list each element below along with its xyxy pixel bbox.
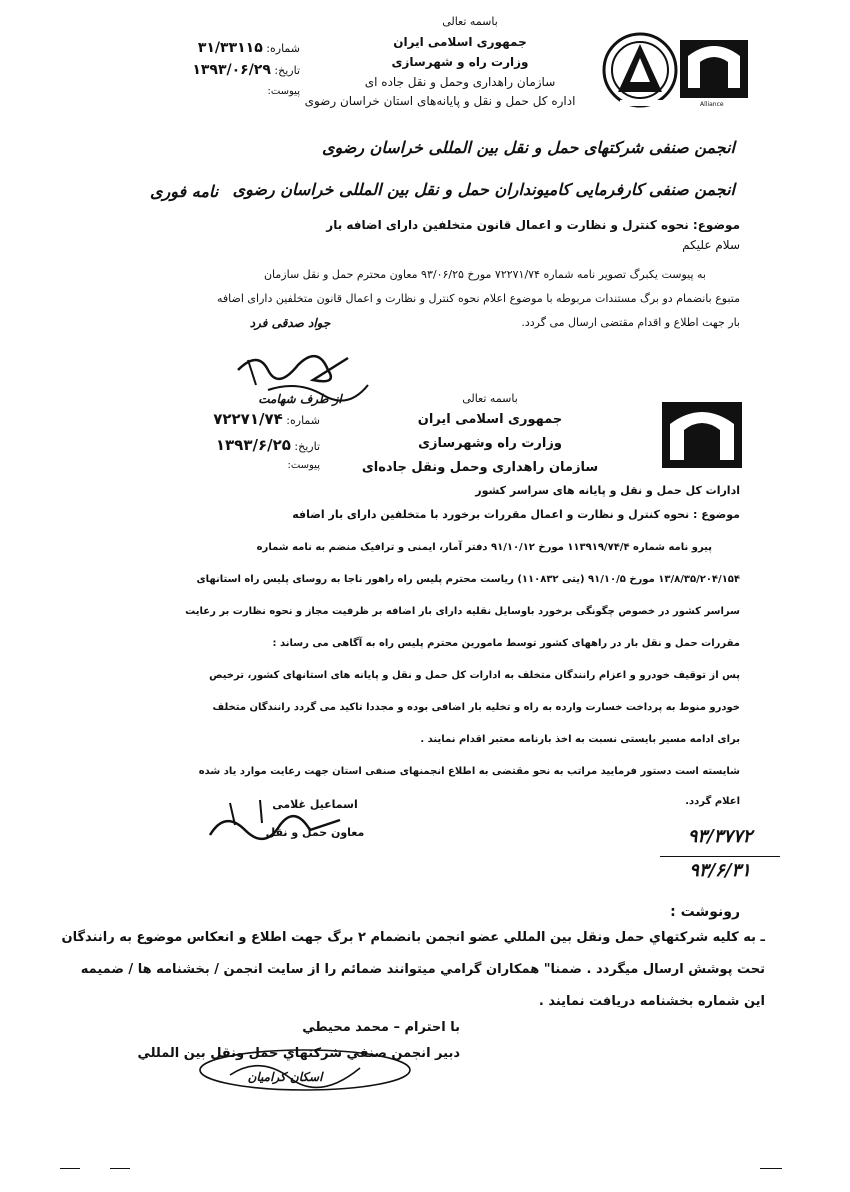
header2-org: سازمان راهداری وحمل ونقل جاده‌ای	[361, 460, 599, 475]
letter2-to: ادارات کل حمل و نقل و پایانه های سراسر کشور	[475, 484, 740, 497]
letter2-body-line: سراسر کشور در خصوص چگونگی برخورد باوسایل نقلیه دارای بار اضافه بر ظرفیت مجاز و نحوه نظارت بر رعایت	[185, 606, 740, 617]
letter2-subject: موضوع : نحوه کنترل و نظارت و اعمال مقررات برخورد با متخلفین دارای بار اضافه	[292, 508, 740, 521]
cc-line: تحت پوشش ارسال ميگردد . ضمنا" همكاران گرامي ميتوانند ضمائم را از سايت انجمن / بخشنامه ها / ضميمه	[80, 962, 765, 977]
letter2-body-line: پیرو نامه شماره ۱۱۳۹۱۹/۷۴/۴ مورخ ۹۱/۱۰/۱۲ دفتر آمار، ایمنی و ترافیک منضم به نامه شماره	[256, 542, 712, 553]
header1-number-value: ۳۱/۳۳۱۱۵	[197, 40, 263, 56]
header1-basmala: باسمه تعالی	[442, 15, 498, 28]
cc-title: دبير انجمن صنفي شركتهاي حمل ونقل بين المللي	[137, 1046, 460, 1061]
letter1-body-line: به پیوست یکبرگ تصویر نامه شماره ۷۲۲۷۱/۷۴ مورخ ۹۳/۰۶/۲۵ معاون محترم حمل و نقل سازمان	[263, 268, 706, 281]
letter2-body-line: اعلام گردد.	[685, 796, 740, 807]
signature-3-icon	[190, 1040, 420, 1095]
registration-number: ۹۳/۳۷۷۲	[687, 826, 753, 847]
cc-regards: با احترام – محمد محيطي	[302, 1020, 460, 1035]
header2-attachment: پیوست:	[287, 460, 320, 471]
letter1-sign-for: از طرف شهامت	[258, 392, 342, 406]
letter1-body-line: متبوع بانضمام دو برگ مستندات مربوطه با موضوع اعلام نحوه کنترل و نظارت و اعمال قانون متخلفین دارای اضافه	[217, 292, 740, 305]
letter2-body-line: برای ادامه مسیر بایستی نسبت به اخذ بارنامه معتبر اقدام نمایند .	[420, 734, 740, 745]
header1-date-value: ۱۳۹۳/۰۶/۲۹	[192, 62, 271, 78]
letter2-body-line: شایسته است دستور فرمایید مراتب به نحو مقتضی به اطلاع انجمنهای صنفی استان جهت رعایت موارد یاد شده	[198, 766, 740, 777]
alliance-logo-icon	[600, 30, 760, 110]
ministry-logo-icon	[660, 400, 745, 470]
scan-mark	[110, 1168, 130, 1169]
letter2-sign-name: اسماعیل غلامی	[272, 798, 358, 811]
letter2-sign-title: معاون حمل و نقل	[265, 826, 365, 839]
scan-mark	[60, 1168, 80, 1169]
urgent-label: نامه فوری	[150, 182, 219, 201]
letter1-subject: موضوع: نحوه کنترل و نظارت و اعمال قانون متخلفین دارای اضافه بار	[326, 218, 740, 232]
header2-number-value: ۷۲۲۷۱/۷۴	[213, 410, 283, 428]
header2-date: تاریخ: ۱۳۹۳/۶/۲۵	[215, 436, 320, 454]
letter1-body-line: بار جهت اطلاع و اقدام مقتضی ارسال می گردد.	[521, 316, 740, 329]
header1-ministry: وزارت راه و شهرسازی	[391, 55, 529, 69]
header2-date-value: ۱۳۹۳/۶/۲۵	[215, 436, 291, 454]
letter2-body-line: مقررات حمل و نقل بار در راههای کشور توسط مامورین محترم پلیس راه به آگاهی می رساند :	[272, 638, 740, 649]
scan-mark	[760, 1168, 782, 1169]
header1-attachment: پیوست:	[267, 86, 300, 97]
registration-date: ۹۳/۶/۳۱	[689, 860, 751, 881]
cc-line: اين شماره بخشنامه دريافت نمايند .	[538, 994, 765, 1009]
recipient-line-2: انجمن صنفی کارفرمایی کامیونداران حمل و نقل بین المللی خراسان رضوی	[232, 180, 735, 199]
header2-country: جمهوری اسلامی ایران	[417, 412, 563, 427]
letter1-greeting: سلام علیکم	[682, 238, 740, 252]
cc-line: ـ به كليه شركتهاي حمل ونقل بين المللي عضو انجمن بانضمام ۲ برگ جهت اطلاع و انعكاس موضوع به رانندگان	[61, 930, 765, 945]
svg-text:Alliance: Alliance	[700, 101, 724, 108]
header2-ministry: وزارت راه وشهرسازی	[418, 436, 562, 451]
header2-basmala: باسمه تعالی	[462, 392, 518, 405]
cc-label: رونوشت :	[670, 904, 740, 920]
header1-org: سازمان راهداری وحمل و نقل جاده ای	[364, 75, 556, 89]
registration-divider	[660, 856, 780, 857]
recipient-line-1: انجمن صنفی شرکتهای حمل و نقل بین المللی خراسان رضوی	[322, 138, 735, 157]
letter2-body-line: پس از توقیف خودرو و اعزام رانندگان متخلف به ادارات کل حمل و نقل و پایانه های استانهای کشور، ترخیص	[209, 670, 740, 681]
header1-dept: اداره کل حمل و نقل و پایانه‌های استان خراسان رضوی	[304, 94, 576, 108]
header1-date: تاریخ: ۱۳۹۳/۰۶/۲۹	[192, 62, 300, 78]
header1-number: شماره: ۳۱/۳۳۱۱۵	[197, 40, 300, 56]
header2-number: شماره: ۷۲۲۷۱/۷۴	[213, 410, 320, 428]
signature-2-icon	[200, 795, 350, 850]
letter1-sign-name: جواد صدقی فرد	[249, 316, 331, 330]
letter2-body-line: خودرو منوط به پرداخت خسارت وارده به راه و تخلیه بار اضافی بوده و مجددا تاکید می گردد رانندگان متخلف	[212, 702, 740, 713]
cc-sign-name: اسکان کرامیان	[247, 1070, 323, 1084]
letter2-body-line: ۱۳/۸/۳۵/۲۰۴/۱۵۴ مورخ ۹۱/۱۰/۵ (یتی ۱۱۰۸۳۲) ریاست محترم پلیس راه راهور ناجا به روسای پلیس راه استانهای	[196, 574, 740, 585]
header1-country: جمهوری اسلامی ایران	[393, 35, 527, 49]
